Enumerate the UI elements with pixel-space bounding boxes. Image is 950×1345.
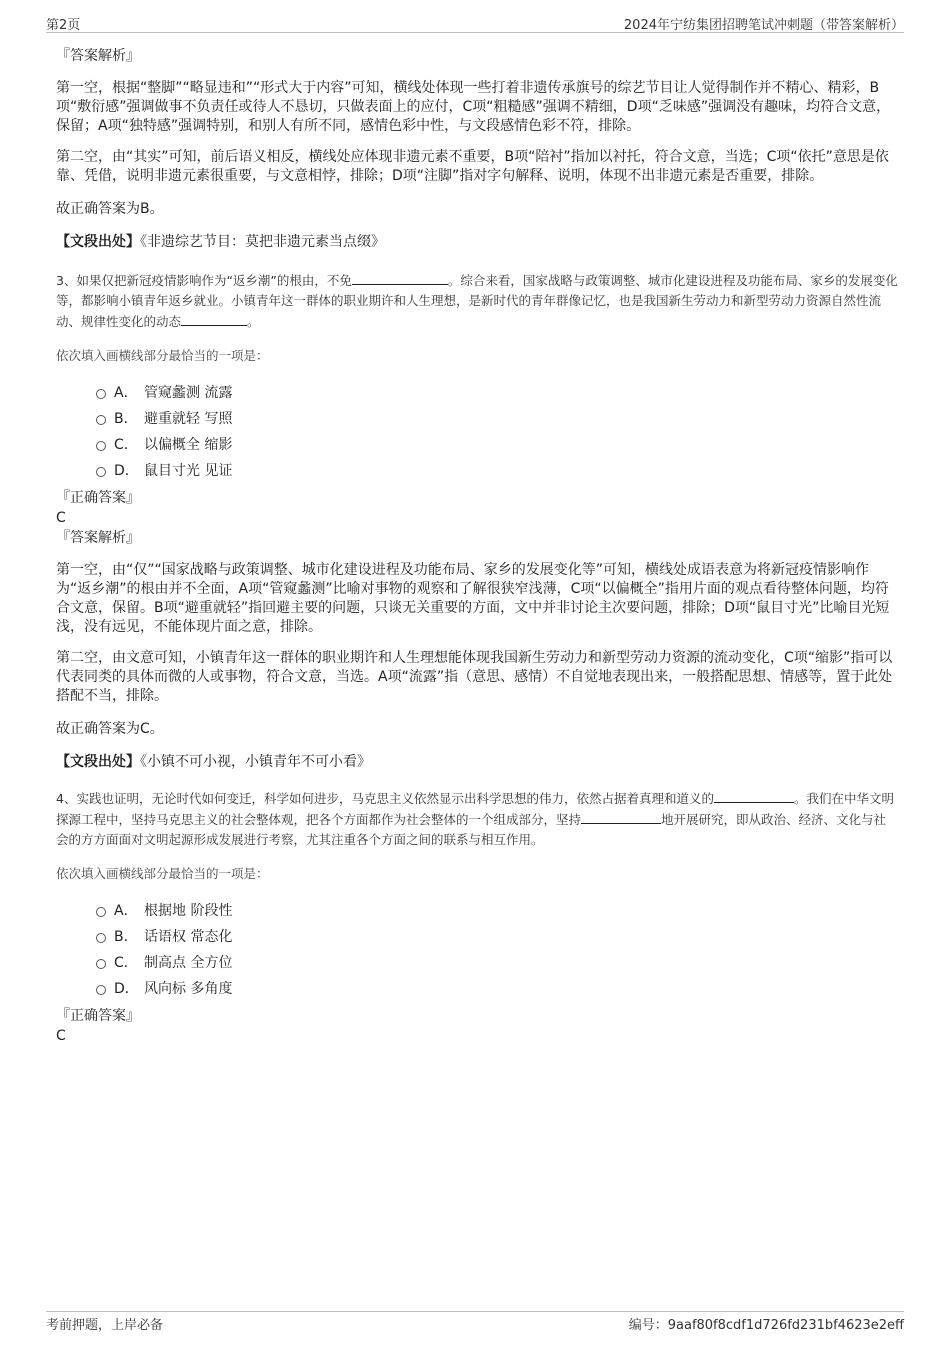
q2-source-text: 《非遗综艺节目：莫把非遗元素当点缀》 [140, 234, 385, 250]
q4-instruction: 依次填入画横线部分最恰当的一项是： [56, 866, 269, 881]
q3-conclusion: 故正确答案为C。 [56, 721, 164, 737]
page-number: 第2页 [46, 18, 81, 33]
q3-stem [56, 270, 898, 332]
q4-answer: C [56, 1028, 66, 1044]
q3-source [56, 752, 898, 772]
option-text: 避重就轻 写照 [144, 411, 233, 427]
q3-text-2: 。综合来看，国家战略与政策调整、城市化建设进程及功能布局、家乡的发展变化等，都影响小镇青年返乡就业。小镇青年这一群体的职业期许和人生理想，是新时代的青年群像记忆，也是我国新生劳动力和新型劳动力资源自然性流动、规律性变化的动态 [56, 273, 898, 329]
q3-blank-2 [181, 311, 247, 326]
q4-blank-2 [581, 809, 661, 824]
option-letter: A． [114, 903, 138, 919]
radio-icon[interactable] [96, 415, 106, 425]
q3-options [56, 380, 898, 484]
option-text: 制高点 全方位 [144, 955, 233, 971]
option-letter: B． [114, 411, 138, 427]
q2-source [56, 232, 898, 252]
q2-conclusion: 故正确答案为B。 [56, 201, 164, 217]
main-content [56, 46, 898, 1046]
option-letter: D． [114, 463, 139, 479]
q3-option-b[interactable] [56, 406, 898, 432]
q3-analysis-heading: 『答案解析』 [56, 530, 140, 546]
q4-blank-1 [714, 788, 794, 803]
q3-analysis-p2: 第二空，由文意可知，小镇青年这一群体的职业期许和人生理想能体现我国新生劳动力和新型劳动力资源的流动变化，C项“缩影”指可以代表同类的具体而微的人或事物，符合文意，当选。A项“流露”指（意思、感情）不自觉地表现出来，一般搭配思想、情感等，置于此处搭配不当，排除。 [56, 650, 893, 704]
radio-icon[interactable] [96, 907, 106, 917]
document-id: 编号：9aaf80f8cdf1d726fd231bf4623e2eff [628, 1318, 904, 1333]
radio-icon[interactable] [96, 933, 106, 943]
q2-analysis-p1: 第一空，根据“整脚”“略显违和”“形式大于内容”可知，横线处体现一些打着非遗传承旗号的综艺节目让人觉得制作并不精心、精彩，B项“敷衍感”强调做事不负责任或待人不恳切，只做表面上的应付，C项“粗糙感”强调不精细，D项“乏味感”强调没有趣味，均符合文意，保留；A项“独特感”强调特别，和别人有所不同，感情色彩中性，与文段感情色彩不符，排除。 [56, 80, 891, 134]
q4-option-c[interactable] [56, 950, 898, 976]
footer-slogan: 考前押题，上岸必备 [46, 1318, 164, 1333]
q4-text-2: 。我们在中华文明探源工程中，坚持马克思主义的社会整体观，把各个方面都作为社会整体的一个组成部分，坚持 [56, 791, 894, 827]
q2-source-label: 【文段出处】 [56, 234, 140, 250]
option-letter: C． [114, 955, 138, 971]
option-text: 以偏概全 缩影 [144, 437, 233, 453]
q3-option-a[interactable] [56, 380, 898, 406]
option-letter: C． [114, 437, 138, 453]
q4-option-a[interactable] [56, 898, 898, 924]
q4-options [56, 898, 898, 1002]
radio-icon[interactable] [96, 985, 106, 995]
option-letter: B． [114, 929, 138, 945]
option-letter: A． [114, 385, 138, 401]
q4-text-1: 4、实践也证明，无论时代如何变迁，科学如何进步，马克思主义依然显示出科学思想的伟力，依然占据着真理和道义的 [56, 791, 714, 806]
q2-analysis-p2: 第二空，由“其实”可知，前后语义相反，横线处应体现非遗元素不重要，B项“陪衬”指加以衬托，符合文意，当选；C项“依托”意思是依靠、凭借，说明非遗元素很重要，与文意相悖，排除；D项“注脚”指对字句解释、说明，体现不出非遗元素是否重要，排除。 [56, 149, 889, 184]
option-text: 风向标 多角度 [144, 981, 233, 997]
radio-icon[interactable] [96, 959, 106, 969]
q3-text-1: 3、如果仅把新冠疫情影响作为“返乡潮”的根由，不免 [56, 273, 352, 288]
option-text: 管窥蠡测 流露 [144, 385, 233, 401]
q3-source-text: 《小镇不可小视，小镇青年不可小看》 [140, 754, 371, 770]
q3-text-3: 。 [247, 314, 260, 329]
option-letter: D． [114, 981, 139, 997]
q4-stem [56, 788, 898, 850]
q4-text-3: 地开展研究，即从政治、经济、文化与社会的方方面面对文明起源形成发展进行考察，尤其注重各个方面之间的联系与相互作用。 [56, 812, 887, 847]
q3-instruction: 依次填入画横线部分最恰当的一项是： [56, 348, 269, 363]
page-header [46, 12, 904, 33]
q3-option-d[interactable] [56, 458, 898, 484]
q3-blank-1 [352, 270, 448, 285]
q3-option-c[interactable] [56, 432, 898, 458]
option-text: 根据地 阶段性 [144, 903, 233, 919]
q3-answer-heading: 『正确答案』 [56, 490, 140, 506]
q4-option-d[interactable] [56, 976, 898, 1002]
radio-icon[interactable] [96, 389, 106, 399]
radio-icon[interactable] [96, 467, 106, 477]
q3-source-label: 【文段出处】 [56, 754, 140, 770]
option-text: 话语权 常态化 [144, 929, 233, 945]
q4-option-b[interactable] [56, 924, 898, 950]
document-title: 2024年宁纺集团招聘笔试冲刺题（带答案解析） [623, 18, 904, 33]
q2-analysis-heading: 『答案解析』 [56, 48, 140, 64]
q3-analysis-p1: 第一空，由“仅”“国家战略与政策调整、城市化建设进程及功能布局、家乡的发展变化等”可知，横线处成语表意为将新冠疫情影响作为“返乡潮”的根由并不全面，A项“管窥蠡测”比喻对事物的观察和了解很狭窄浅薄，C项“以偏概全”指用片面的观点看待整体问题，均符合文意，保留。B项“避重就轻”指回避主要的问题，只谈无关重要的方面，文中并非讨论主次要问题，排除；D项“鼠目寸光”比喻目光短浅，没有远见，不能体现片面之意，排除。 [56, 562, 890, 635]
page-footer [46, 1311, 904, 1336]
q4-answer-heading: 『正确答案』 [56, 1008, 140, 1024]
radio-icon[interactable] [96, 441, 106, 451]
q3-answer: C [56, 510, 66, 526]
option-text: 鼠目寸光 见证 [144, 463, 233, 479]
